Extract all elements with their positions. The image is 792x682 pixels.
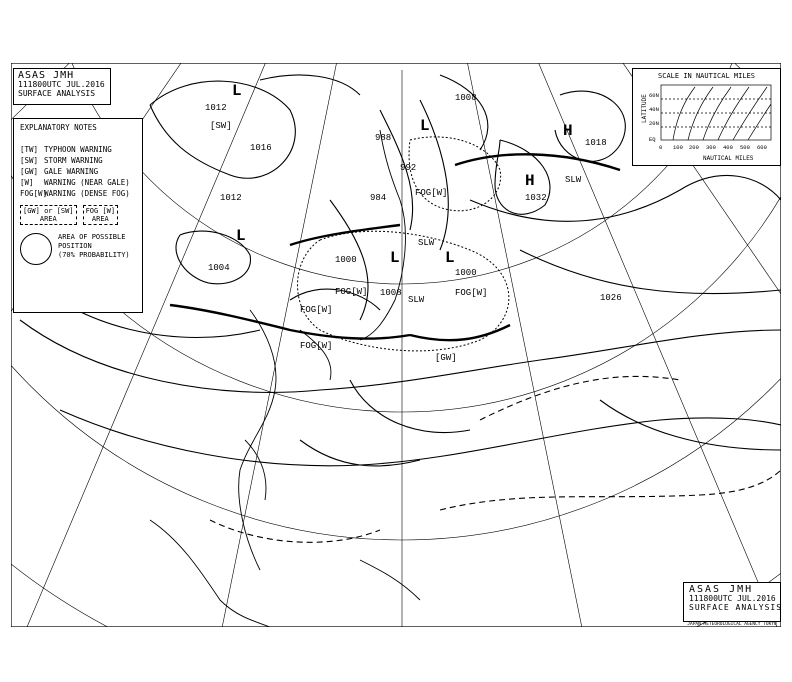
- gale-storm-area-sample: [20, 205, 77, 225]
- isobar-line: [260, 75, 360, 95]
- notes-row: [20, 166, 136, 177]
- warning-label: SLW: [408, 295, 425, 305]
- pressure-label: 1032: [525, 193, 547, 203]
- meridian-line: [0, 12, 216, 648]
- header-time: 111800UTC JUL.2016: [18, 80, 105, 89]
- isobar-line: [350, 380, 470, 433]
- notes-row: [20, 155, 136, 166]
- notes-code: FOG[W]: [20, 189, 48, 198]
- nm-tick: 500: [740, 144, 750, 151]
- isobar-line: [440, 75, 488, 150]
- notes-label: WARNING (DENSE FOG): [44, 189, 130, 198]
- nm-tick: 300: [706, 144, 716, 151]
- coastline: [150, 520, 270, 627]
- notes-row: [20, 188, 136, 199]
- chart-footer: [683, 582, 781, 622]
- isobar-line: [520, 250, 781, 294]
- notes-label: WARNING (NEAR GALE): [44, 178, 130, 187]
- area-samples: [20, 205, 136, 225]
- explanatory-notes: [13, 118, 143, 313]
- low-pressure-mark: L: [420, 117, 430, 135]
- nm-tick: 200: [689, 144, 699, 151]
- warning-label: FOG[W]: [415, 188, 448, 198]
- nm-tick: 0: [659, 144, 663, 151]
- dashed-line: [210, 520, 380, 542]
- scale-xlabel: NAUTICAL MILES: [703, 155, 754, 162]
- pressure-label: 1026: [600, 293, 622, 303]
- header-type: SURFACE ANALYSIS: [18, 89, 96, 98]
- sample-label: [GW] or [SW]: [23, 207, 74, 215]
- warning-label: SLW: [418, 238, 435, 248]
- notes-label: STORM WARNING: [44, 156, 103, 165]
- footer-type: SURFACE ANALYSIS: [689, 603, 783, 612]
- notes-code: [TW]: [20, 145, 39, 154]
- lat-tick: EQ: [649, 136, 656, 143]
- coastline: [245, 440, 266, 500]
- coastline: [300, 330, 331, 380]
- warning-label: SLW: [565, 175, 582, 185]
- nautical-mile-scale: [632, 68, 781, 166]
- front-line: [290, 225, 400, 245]
- notes-code: [GW]: [20, 167, 39, 176]
- scale-graph: [633, 69, 782, 167]
- pressure-label: 1012: [205, 103, 227, 113]
- pressure-label: 1000: [455, 268, 477, 278]
- dashed-line: [440, 470, 781, 510]
- pressure-label: 984: [370, 193, 387, 203]
- sample-sub: AREA: [39, 215, 57, 223]
- isobar-line: [60, 410, 781, 466]
- sample-label: FOG [W]: [85, 207, 116, 215]
- warning-label: FOG[W]: [300, 305, 333, 315]
- isobar-line: [600, 400, 781, 450]
- header-agency: ASAS JMH: [18, 70, 75, 81]
- circle-icon: [20, 233, 52, 265]
- low-pressure-mark: L: [236, 227, 246, 245]
- pressure-label: 1012: [220, 193, 242, 203]
- pressure-label: 1000: [335, 255, 357, 265]
- pressure-label: 992: [400, 163, 417, 173]
- notes-row: [20, 144, 136, 155]
- meridian-line: [183, 63, 336, 682]
- meridian-line: [680, 0, 792, 334]
- nm-tick: 100: [673, 144, 683, 151]
- lat-tick: 40N: [649, 106, 659, 113]
- notes-code: [SW]: [20, 156, 39, 165]
- pressure-label: 1016: [250, 143, 272, 153]
- coastline: [239, 310, 276, 570]
- high-pressure-mark: H: [525, 172, 535, 190]
- isobar-line: [470, 176, 781, 222]
- notes-row: [20, 177, 136, 188]
- dashed-line: [480, 376, 680, 420]
- probability-label: (70% PROBABILITY): [58, 251, 130, 259]
- scale-title: SCALE IN NAUTICAL MILES: [658, 72, 755, 80]
- notes-label: TYPHOON WARNING: [44, 145, 112, 154]
- warning-label: [SW]: [210, 121, 232, 131]
- scale-ylabel: LATITUDE: [641, 94, 648, 123]
- warning-label: FOG[W]: [455, 288, 488, 298]
- isobar-line: [495, 140, 550, 214]
- nm-tick: 600: [757, 144, 767, 151]
- warning-area: [409, 137, 501, 211]
- nm-tick: 400: [723, 144, 733, 151]
- low-pressure-mark: L: [445, 249, 455, 267]
- lat-tick: 60N: [649, 92, 659, 99]
- pressure-label: 1004: [208, 263, 230, 273]
- footer-time: 111800UTC JUL.2016: [689, 594, 776, 603]
- sample-sub: AREA: [91, 215, 109, 223]
- coastline: [360, 560, 420, 600]
- warning-label: FOG[W]: [300, 341, 333, 351]
- chart-header: [13, 68, 111, 105]
- pressure-label: 1018: [585, 138, 607, 148]
- notes-title: EXPLANATORY NOTES: [20, 123, 97, 132]
- low-pressure-mark: L: [232, 82, 242, 100]
- front-line: [410, 325, 510, 340]
- front-line: [170, 305, 410, 339]
- notes-code: [W]: [20, 178, 34, 187]
- possible-position-label: AREA OF POSSIBLE POSITION: [58, 233, 126, 250]
- lat-tick: 20N: [649, 120, 659, 127]
- pressure-label: 1008: [380, 288, 402, 298]
- agency-credit: JAPAN METEOROLOGICAL AGENCY TOKYO: [687, 622, 777, 627]
- notes-label: GALE WARNING: [44, 167, 99, 176]
- warning-label: [GW]: [435, 353, 457, 363]
- footer-agency: ASAS JMH: [689, 584, 754, 595]
- warning-label: FOG[W]: [335, 287, 368, 297]
- high-pressure-mark: H: [563, 122, 573, 140]
- possible-position-legend: [20, 233, 136, 265]
- pressure-label: 1008: [455, 93, 477, 103]
- low-pressure-mark: L: [390, 249, 400, 267]
- front-line: [455, 154, 620, 170]
- pressure-label: 988: [375, 133, 392, 143]
- fog-area-sample: [83, 205, 119, 225]
